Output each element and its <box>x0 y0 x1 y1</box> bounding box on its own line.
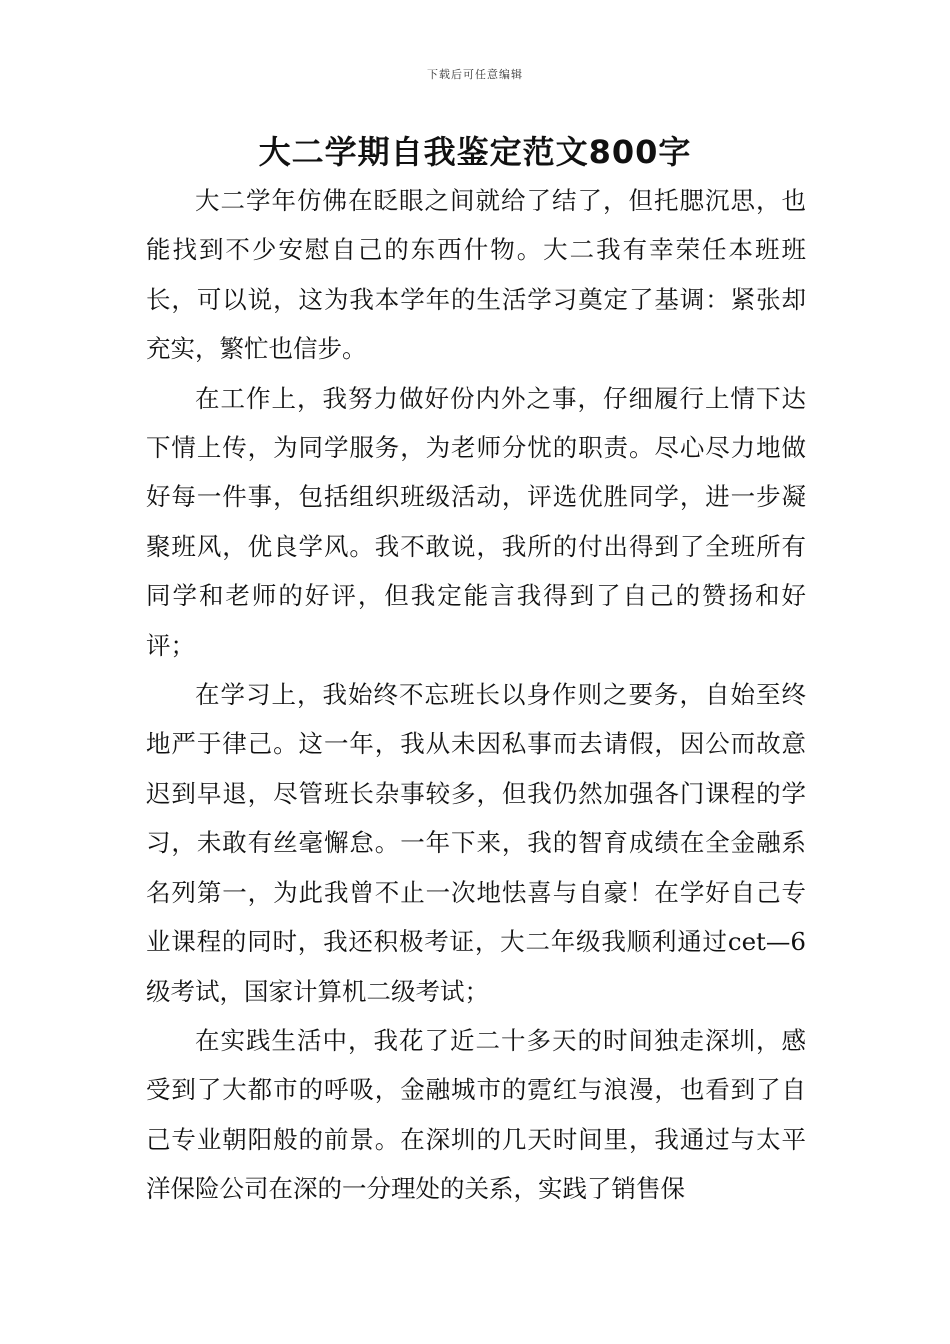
header-note: 下载后可任意编辑 <box>427 68 523 81</box>
paragraph-intro: 大二学年仿佛在眨眼之间就给了结了，但托腮沉思，也能找到不少安慰自己的东西什物。大二我有幸荣任本班班长，可以说，这为我本学年的生活学习奠定了基调：紧张却充实，繁忙也信步。 <box>146 186 806 364</box>
document-body <box>146 176 806 1214</box>
paragraph-practice: 在实践生活中，我花了近二十多天的时间独走深圳，感受到了大都市的呼吸，金融城市的霓红与浪漫，也看到了自己专业朝阳般的前景。在深圳的几天时间里，我通过与太平洋保险公司在深的一分理处的关系，实践了销售保 <box>146 1025 806 1204</box>
paragraph-study: 在学习上，我始终不忘班长以身作则之要务，自始至终地严于律己。这一年，我从未因私事而去请假，因公而故意迟到早退，尽管班长杂事较多，但我仍然加强各门课程的学习，未敢有丝毫懈怠。一年下来，我的智育成绩在全金融系名列第一，为此我曾不止一次地怯喜与自豪！在学好自己专业课程的同时，我还积极考证，大二年级我顺利通过cet—6级考试，国家计算机二级考试； <box>146 680 806 1006</box>
document-title: 大二学期自我鉴定范文800字 <box>258 133 692 171</box>
paragraph-work: 在工作上，我努力做好份内外之事，仔细履行上情下达下情上传，为同学服务，为老师分忧的职责。尽心尽力地做好每一件事，包括组织班级活动，评选优胜同学，进一步凝聚班风，优良学风。我不敢说，我所的付出得到了全班所有同学和老师的好评，但我定能言我得到了自己的赞扬和好评； <box>146 383 806 660</box>
